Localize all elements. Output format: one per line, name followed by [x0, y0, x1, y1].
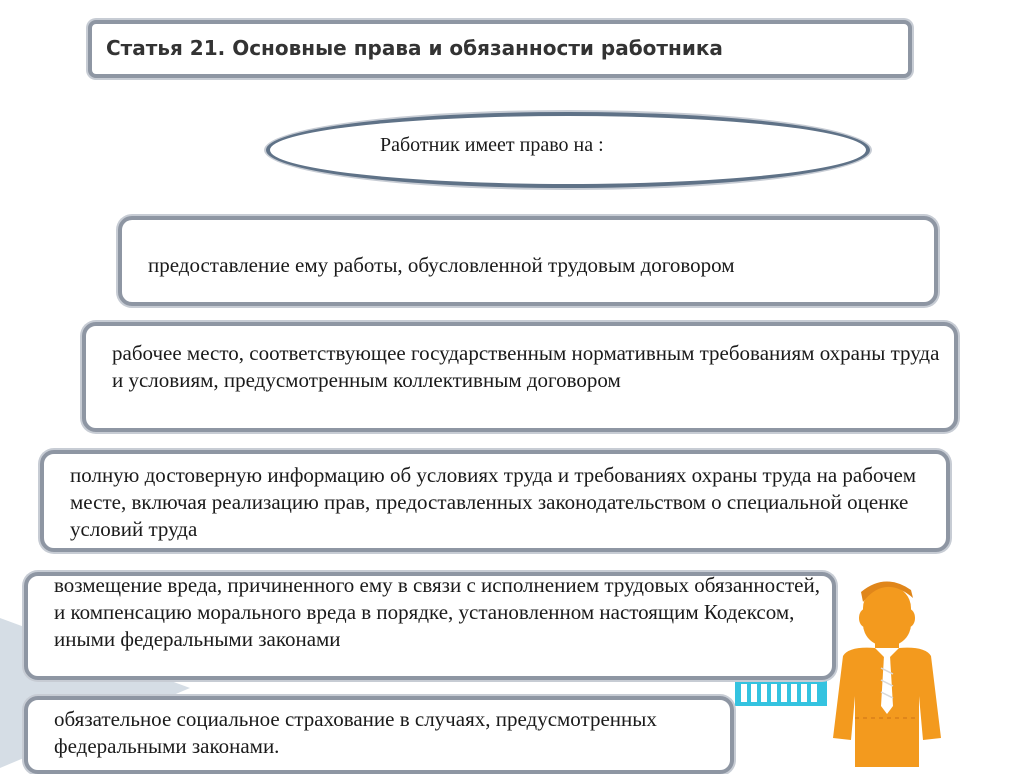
subtitle-oval [266, 112, 870, 188]
right-item-text-2: рабочее место, соответствующее государственным нормативным требованиям охраны труда и условиям, предусмотренным коллективным договором [112, 341, 940, 392]
right-item-text-1: предоставление ему работы, обусловленной трудовым договором [148, 253, 735, 277]
right-item-box-2 [82, 322, 958, 432]
left-item-box-5 [24, 696, 734, 774]
page-title: Статья 21. Основные права и обязанности работника [106, 36, 723, 60]
right-item-text-3: полную достоверную информацию об условиях труда и требованиях охраны труда на рабочем месте, включая реализацию прав, предоставленных законодательством о специальной оценке условий труда [70, 463, 917, 541]
subtitle-text: Работник имеет право на : [380, 134, 604, 156]
left-item-text-4: возмещение вреда, причиненного ему в связи с исполнением трудовых обязанностей, и компенсацию морального вреда в порядке, установленном настоящим Кодексом, иными федеральными законами [54, 573, 820, 651]
left-item-box-4 [24, 572, 836, 680]
right-item-box-1 [118, 216, 938, 306]
right-item-box-3 [40, 450, 950, 552]
title-box [88, 20, 912, 78]
left-item-text-5: обязательное социальное страхование в случаях, предусмотренных федеральными законами. [54, 707, 657, 758]
